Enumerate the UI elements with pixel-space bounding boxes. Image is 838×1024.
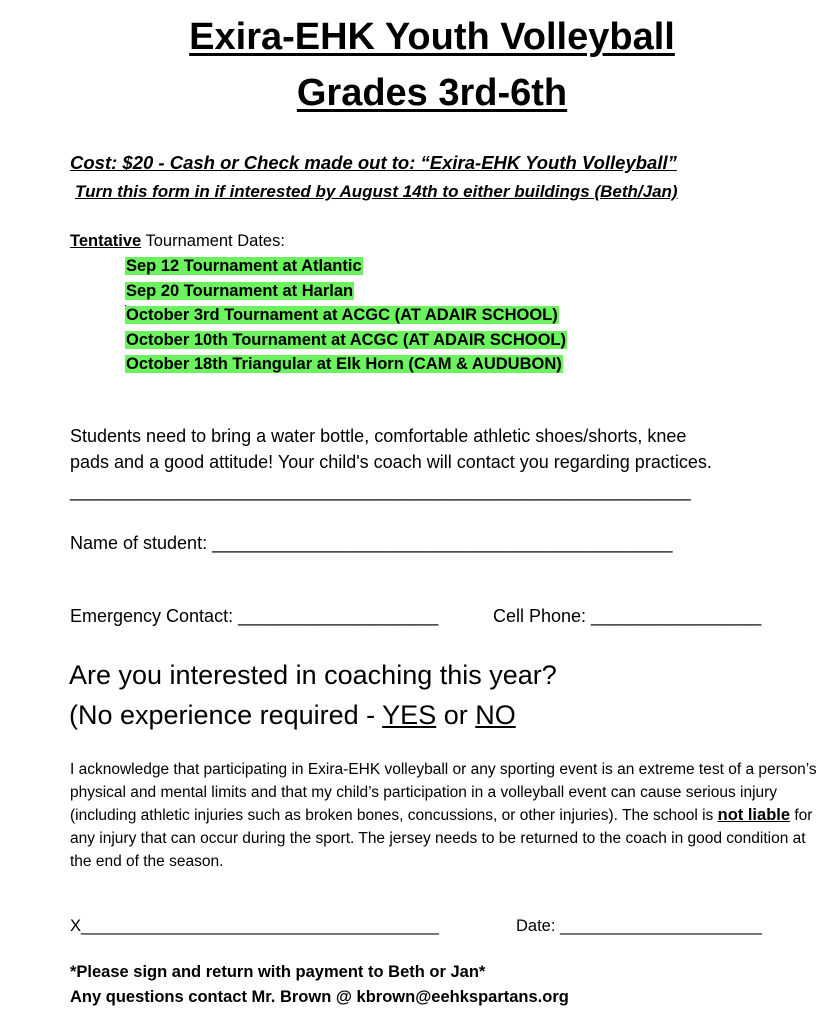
tournament-date: October 3rd Tournament at ACGC (AT ADAIR SCHOOL) — [126, 306, 558, 324]
turn-in-line: Turn this form in if interested by August 14th to either buildings (Beth/Jan) — [75, 182, 678, 201]
cell-phone-field[interactable]: Cell Phone: _________________ — [493, 606, 762, 626]
list-item — [125, 281, 354, 302]
tournament-dates-label — [70, 232, 285, 251]
signature-field[interactable]: X_______________________________________ — [70, 917, 439, 935]
requirements-line-2: pads and a good attitude! Your child's coach will contact you regarding practices. — [70, 452, 712, 472]
or-text: or — [436, 700, 476, 730]
title-line-1: Exira-EHK Youth Volleyball — [189, 16, 675, 58]
not-liable-text: not liable — [717, 806, 791, 824]
yes-option[interactable]: YES — [382, 700, 437, 730]
tournament-date: October 18th Triangular at Elk Horn (CAM & AUDUBON) — [126, 355, 562, 373]
tournament-date: Sep 12 Tournament at Atlantic — [126, 257, 362, 275]
student-name-field[interactable]: Name of student: ______________________________________________ — [70, 533, 673, 553]
coaching-question: Are you interested in coaching this year? — [69, 660, 557, 690]
list-item — [125, 354, 563, 375]
waiver-paragraph — [70, 758, 830, 873]
waiver-text-1: I acknowledge that participating in Exira-EHK volleyball or any sporting event is an extreme test of a person’s physical and mental limits and that my child’s participation in a volleyball event can cause serious injury (including athletic injuries such as broken bones, concussions, or other injuries). The school is — [70, 761, 817, 824]
emergency-contact-field[interactable]: Emergency Contact: ____________________ — [70, 606, 439, 626]
no-option[interactable]: NO — [475, 700, 516, 730]
coaching-prefix: (No experience required - — [69, 700, 383, 730]
tournament-date: Sep 20 Tournament at Harlan — [126, 282, 354, 300]
list-item — [125, 256, 363, 277]
tournament-dates-text: Tournament Dates: — [141, 232, 285, 250]
footer-contact: Any questions contact Mr. Brown @ kbrown@eehkspartans.org — [70, 988, 569, 1006]
coaching-options — [69, 695, 516, 735]
cost-line: Cost: $20 - Cash or Check made out to: “Exira-EHK Youth Volleyball” — [70, 152, 677, 173]
title-line-2: Grades 3rd-6th — [296, 72, 568, 114]
tentative-label: Tentative — [70, 232, 142, 250]
requirements-line-1: Students need to bring a water bottle, comfortable athletic shoes/shorts, knee — [70, 426, 687, 446]
list-item — [125, 330, 567, 351]
waiver-text-2: for any injury that can occur during the sport. The jersey needs to be returned to the coach in good condition at the end of the season. — [70, 807, 813, 870]
date-field[interactable]: Date: ______________________ — [516, 917, 762, 935]
list-item — [125, 305, 559, 326]
divider-line: ______________________________________________________________ — [70, 481, 691, 501]
footer-instructions: *Please sign and return with payment to Beth or Jan* — [70, 963, 486, 981]
tournament-date: October 10th Tournament at ACGC (AT ADAIR SCHOOL) — [126, 331, 567, 349]
